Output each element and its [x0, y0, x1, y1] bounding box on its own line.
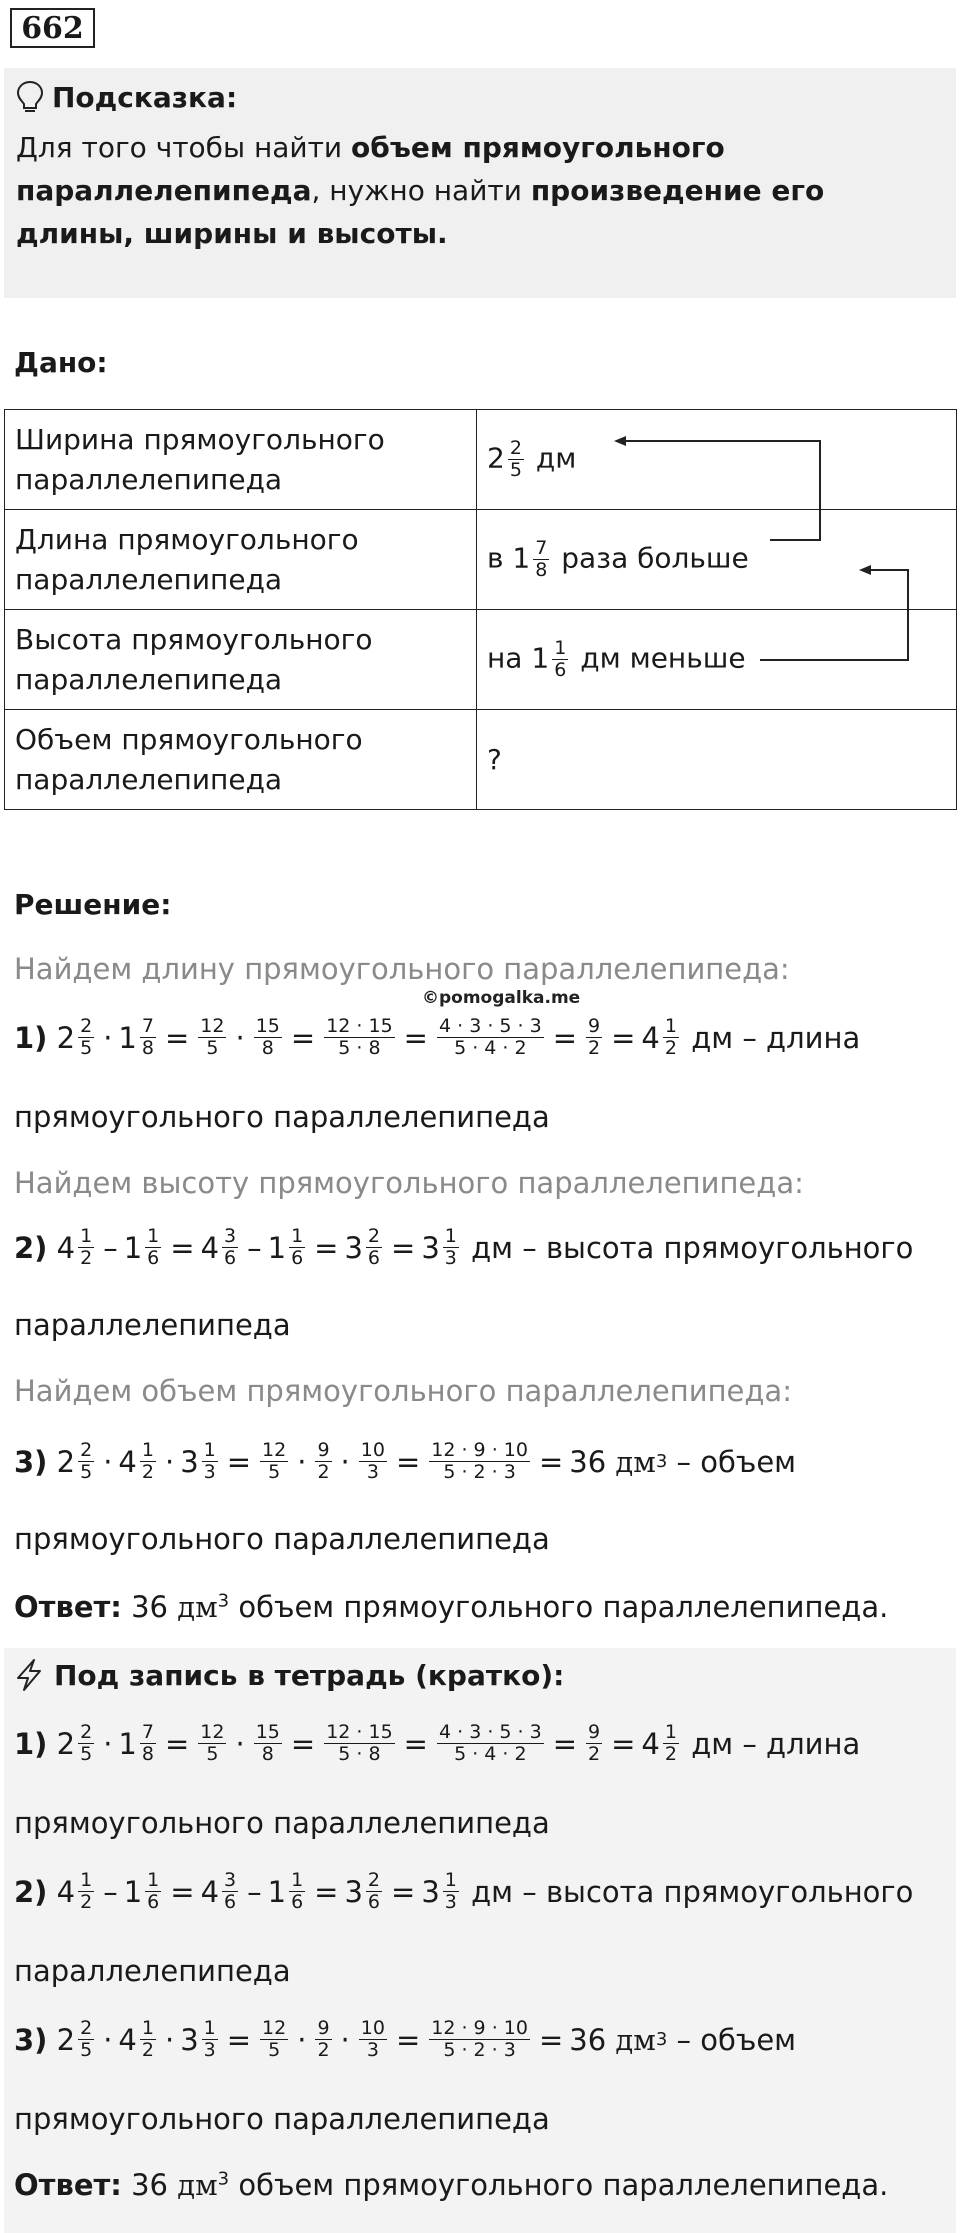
short-step2-equation: 2) 4 $\frac{1}{2}$ – 1 $\frac{1}{6}$ = 4 $\frac{3}{6}$ – 1 $\frac{1}{6}$ = 3 $\frac{2}{6}$ = 3 $\frac{1}{3}$ дм – высота прямоугольного: [14, 1869, 914, 1913]
whole: 1: [267, 1874, 287, 1909]
short-title: [14, 1658, 564, 1692]
whole: 3: [421, 1230, 440, 1265]
answer-label: Ответ:: [14, 2168, 122, 2202]
frac-num: 10: [360, 1439, 385, 1461]
answer-unit: дм: [177, 1590, 218, 1624]
frac-num: 9: [588, 1721, 601, 1743]
short-step2-cont: параллелепипеда: [14, 1954, 291, 1988]
frac-den: 2: [317, 2039, 330, 2061]
fraction: [663, 1016, 679, 1059]
whole: 4: [118, 2022, 137, 2057]
whole: 3: [421, 1874, 440, 1909]
frac-den: 2: [80, 1891, 93, 1913]
frac-den: 2: [141, 2039, 154, 2061]
frac-num: 12 · 15: [326, 1015, 393, 1037]
value-whole: 2: [487, 441, 505, 475]
fraction: [586, 1722, 602, 1765]
step1-cont: прямоугольного параллелепипеда: [14, 1100, 550, 1134]
fraction: [145, 1870, 161, 1913]
fraction: [140, 2018, 156, 2061]
step3-intro: Найдем объем прямоугольного параллелепипеда:: [14, 1374, 792, 1408]
frac-den: 3: [444, 1247, 457, 1269]
frac-num: 12: [262, 1439, 287, 1461]
frac-num: 12: [200, 1015, 225, 1037]
whole: 4: [641, 1726, 660, 1761]
frac-den: 6: [367, 1891, 381, 1913]
value-unit: дм меньше: [580, 641, 746, 675]
step-label: 3): [14, 1444, 48, 1479]
result: 36: [569, 1444, 607, 1479]
whole: 3: [344, 1874, 363, 1909]
fraction: [198, 1016, 226, 1059]
step2-intro: Найдем высоту прямоугольного параллелепипеда:: [14, 1166, 804, 1200]
step-tail: дм – высота прямоугольного: [471, 1230, 914, 1265]
fraction: [443, 1226, 459, 1269]
step-label: 2): [14, 1230, 48, 1265]
arrowhead: [614, 436, 626, 446]
step3-equation: 3) 2 $\frac{2}{5}$ · 4 $\frac{1}{2}$ · 3 $\frac{1}{3}$ = $\frac{12}{5}$ · $\frac{9}{2}$ · $\frac{10}{3}$ = $\frac{12 \cdot 9 \cdot 10}{5 \cdot 2 \cdot 3}$ = 36 дм 3 – объем: [14, 1439, 797, 1483]
frac-den: 5 · 2 · 3: [443, 2039, 516, 2061]
lightning-icon: [14, 1658, 44, 1692]
frac-num: 2: [367, 1225, 381, 1247]
frac-den: 2: [664, 1037, 677, 1059]
answer-text: объем прямоугольного параллелепипеда.: [238, 2168, 889, 2202]
frac-den: 8: [141, 1743, 154, 1765]
frac-den: 5: [268, 1461, 281, 1483]
row-label-length: Длина прямоугольного параллелепипеда: [5, 510, 477, 610]
value-whole: 1: [531, 641, 550, 675]
fraction: [366, 1226, 382, 1269]
fraction: [663, 1722, 679, 1765]
frac-den: 2: [317, 1461, 330, 1483]
frac-den: 5: [80, 2039, 93, 2061]
fraction: [324, 1016, 394, 1059]
answer-unit-exp: 3: [217, 2168, 230, 2190]
watermark: ©pomogalka.me: [422, 988, 581, 1008]
frac-num: 2: [509, 437, 522, 459]
unit: дм: [615, 2022, 656, 2057]
fraction: [552, 638, 568, 681]
solution-heading: Решение:: [14, 888, 172, 921]
step-label: 1): [14, 1726, 48, 1761]
frac-den: 6: [367, 1247, 381, 1269]
value-unit: дм: [535, 441, 577, 475]
fraction: [198, 1722, 226, 1765]
whole: 1: [118, 1726, 137, 1761]
short-title-text: Под запись в тетрадь (кратко):: [54, 1658, 565, 1692]
whole: 2: [56, 1444, 76, 1479]
fraction: [359, 2018, 387, 2061]
fraction: [429, 2018, 530, 2061]
answer-value: 36: [131, 2168, 169, 2202]
fraction: [260, 1440, 288, 1483]
fraction: [315, 1440, 331, 1483]
hint-title-text: Подсказка:: [52, 80, 238, 114]
short-step1-cont: прямоугольного параллелепипеда: [14, 1806, 550, 1840]
whole: 4: [56, 1874, 76, 1909]
frac-den: 2: [664, 1743, 677, 1765]
fraction: [586, 1016, 602, 1059]
frac-num: 12 · 9 · 10: [431, 1439, 528, 1461]
answer-text: объем прямоугольного параллелепипеда.: [238, 1590, 889, 1624]
short-step3-equation: 3) 2 $\frac{2}{5}$ · 4 $\frac{1}{2}$ · 3 $\frac{1}{3}$ = $\frac{12}{5}$ · $\frac{9}{2}$ · $\frac{10}{3}$ = $\frac{12 \cdot 9 \cdot 10}{5 \cdot 2 \cdot 3}$ = 36 дм 3 – объем: [14, 2017, 797, 2061]
row-label-width: Ширина прямоугольного параллелепипеда: [5, 410, 477, 510]
row-label-volume: Объем прямоугольного параллелепипеда: [5, 710, 477, 810]
frac-num: 1: [444, 1869, 457, 1891]
frac-num: 7: [141, 1015, 154, 1037]
frac-den: 5: [206, 1037, 219, 1059]
frac-den: 5: [80, 1743, 93, 1765]
fraction: [78, 1440, 94, 1483]
frac-den: 3: [366, 1461, 379, 1483]
step-tail: дм – длина: [691, 1020, 861, 1055]
whole: 4: [641, 1020, 660, 1055]
frac-den: 2: [141, 1461, 154, 1483]
short-note-box: [4, 1648, 956, 2233]
fraction: [315, 2018, 331, 2061]
fraction: [359, 1440, 387, 1483]
whole: 2: [56, 2022, 76, 2057]
frac-num: 1: [291, 1869, 304, 1891]
frac-num: 12: [200, 1721, 225, 1743]
whole: 4: [56, 1230, 76, 1265]
frac-num: 9: [588, 1015, 601, 1037]
fraction: [443, 1870, 459, 1913]
frac-num: 10: [360, 2017, 385, 2039]
fraction: [437, 1016, 544, 1059]
frac-num: 2: [80, 1015, 93, 1037]
step1-equation: 1) 2 $\frac{2}{5}$ · 1 $\frac{7}{8}$ = $\frac{12}{5}$ · $\frac{15}{8}$ = $\frac{12 \cdot 15}{5 \cdot 8}$ = $\frac{4 \cdot 3 \cdot 5 \cdot 3}{5 \cdot 4 \cdot 2}$ = $\frac{9}{2}$ = 4 $\frac{1}{2}$ дм – длина: [14, 1015, 861, 1059]
frac-den: 6: [291, 1247, 304, 1269]
frac-num: 1: [80, 1869, 93, 1891]
frac-num: 1: [80, 1225, 93, 1247]
whole: 3: [180, 2022, 199, 2057]
row-value-volume: ?: [477, 710, 957, 810]
given-heading: Дано:: [14, 346, 108, 379]
frac-num: 7: [141, 1721, 154, 1743]
step-label: 3): [14, 2022, 48, 2057]
problem-number: 662: [10, 8, 95, 48]
frac-num: 1: [203, 1439, 216, 1461]
step-tail: – объем: [676, 2022, 797, 2057]
frac-den: 6: [224, 1891, 237, 1913]
frac-num: 1: [664, 1721, 677, 1743]
fraction: [254, 1016, 282, 1059]
frac-num: 2: [367, 1869, 381, 1891]
frac-num: 1: [147, 1225, 160, 1247]
fraction: [78, 1226, 94, 1269]
frac-num: 1: [554, 637, 567, 659]
whole: 1: [118, 1020, 137, 1055]
frac-den: 5: [268, 2039, 281, 2061]
frac-den: 8: [535, 559, 548, 581]
fraction: [78, 1016, 94, 1059]
row-label-height: Высота прямоугольного параллелепипеда: [5, 610, 477, 710]
value-whole: 1: [512, 541, 531, 575]
fraction: [260, 2018, 288, 2061]
frac-num: 1: [664, 1015, 677, 1037]
frac-num: 9: [317, 1439, 330, 1461]
fraction: [145, 1226, 161, 1269]
whole: 3: [180, 1444, 199, 1479]
fraction: [78, 1870, 94, 1913]
hint-title: [16, 80, 237, 114]
whole: 1: [267, 1230, 287, 1265]
answer-unit-exp: 3: [217, 1590, 230, 1612]
step-label: 1): [14, 1020, 48, 1055]
frac-den: 5 · 8: [338, 1037, 381, 1059]
frac-num: 9: [317, 2017, 330, 2039]
frac-den: 3: [444, 1891, 457, 1913]
fraction: [140, 1722, 156, 1765]
fraction: [429, 1440, 530, 1483]
arrow-height-to-length: [760, 570, 908, 660]
frac-den: 3: [203, 2039, 216, 2061]
short-step1-equation: 1) 2 $\frac{2}{5}$ · 1 $\frac{7}{8}$ = $\frac{12}{5}$ · $\frac{15}{8}$ = $\frac{12 \cdot 15}{5 \cdot 8}$ = $\frac{4 \cdot 3 \cdot 5 \cdot 3}{5 \cdot 4 \cdot 2}$ = $\frac{9}{2}$ = 4 $\frac{1}{2}$ дм – длина: [14, 1721, 861, 1765]
frac-den: 2: [80, 1247, 93, 1269]
step3-cont: прямоугольного параллелепипеда: [14, 1522, 550, 1556]
fraction: [222, 1226, 238, 1269]
frac-num: 1: [141, 1439, 154, 1461]
frac-den: 5: [80, 1037, 93, 1059]
fraction: [366, 1870, 382, 1913]
lightbulb-icon: [16, 80, 44, 114]
frac-den: 6: [224, 1247, 237, 1269]
fraction: [202, 2018, 218, 2061]
fraction: [222, 1870, 238, 1913]
arrowhead: [859, 565, 871, 575]
whole: 4: [200, 1874, 220, 1909]
table-row: [5, 710, 957, 810]
whole: 2: [56, 1726, 76, 1761]
frac-num: 1: [291, 1225, 304, 1247]
result: 36: [569, 2022, 607, 2057]
fraction: [437, 1722, 544, 1765]
frac-num: 12 · 9 · 10: [431, 2017, 528, 2039]
unit-exp: 3: [655, 1451, 668, 1472]
frac-num: 1: [444, 1225, 457, 1247]
value-prefix: в: [487, 541, 504, 575]
hint-bold-1: объем прямоугольного параллелепипеда: [16, 131, 725, 207]
step-tail: – объем: [676, 1444, 797, 1479]
hint-text-1: Для того чтобы найти: [16, 131, 352, 164]
fraction: [289, 1226, 305, 1269]
answer-line: [14, 1590, 888, 1624]
frac-num: 15: [255, 1015, 280, 1037]
value-prefix: на: [487, 641, 523, 675]
frac-num: 4 · 3 · 5 · 3: [438, 1721, 542, 1743]
frac-num: 4 · 3 · 5 · 3: [438, 1015, 542, 1037]
step2-equation: 2) 4 $\frac{1}{2}$ – 1 $\frac{1}{6}$ = 4 $\frac{3}{6}$ – 1 $\frac{1}{6}$ = 3 $\frac{2}{6}$ = 3 $\frac{1}{3}$ дм – высота прямоугольного: [14, 1225, 914, 1269]
frac-num: 3: [224, 1869, 237, 1891]
frac-den: 8: [141, 1037, 154, 1059]
arrow-length-to-width: [620, 441, 820, 540]
fraction: [202, 1440, 218, 1483]
step-label: 2): [14, 1874, 48, 1909]
frac-den: 5 · 2 · 3: [443, 1461, 516, 1483]
whole: 2: [56, 1020, 76, 1055]
frac-den: 3: [203, 1461, 216, 1483]
frac-den: 8: [261, 1743, 274, 1765]
frac-den: 6: [554, 659, 567, 681]
unit: дм: [615, 1444, 656, 1479]
frac-num: 7: [535, 537, 548, 559]
fraction: [533, 538, 549, 581]
frac-num: 3: [224, 1225, 237, 1247]
fraction: [78, 2018, 94, 2061]
step-tail: дм – высота прямоугольного: [471, 1874, 914, 1909]
whole: 1: [123, 1230, 143, 1265]
frac-den: 6: [147, 1891, 160, 1913]
frac-num: 1: [141, 2017, 154, 2039]
frac-num: 1: [203, 2017, 216, 2039]
frac-num: 12 · 15: [326, 1721, 393, 1743]
frac-num: 12: [262, 2017, 287, 2039]
whole: 4: [118, 1444, 137, 1479]
fraction: [78, 1722, 94, 1765]
relation-arrow-2: [755, 560, 915, 670]
fraction: [289, 1870, 305, 1913]
fraction: [254, 1722, 282, 1765]
fraction: [508, 438, 524, 481]
frac-num: 1: [147, 1869, 160, 1891]
frac-den: 2: [588, 1743, 601, 1765]
fraction: [140, 1440, 156, 1483]
answer-value: 36: [131, 1590, 169, 1624]
answer-unit: дм: [177, 2168, 218, 2202]
short-step3-cont: прямоугольного параллелепипеда: [14, 2102, 550, 2136]
answer-label: Ответ:: [14, 1590, 122, 1624]
frac-den: 5: [80, 1461, 93, 1483]
hint-box: [4, 68, 956, 298]
step-tail: дм – длина: [691, 1726, 861, 1761]
frac-den: 6: [291, 1891, 304, 1913]
frac-den: 8: [261, 1037, 274, 1059]
frac-num: 15: [255, 1721, 280, 1743]
frac-den: 2: [588, 1037, 601, 1059]
frac-den: 5: [206, 1743, 219, 1765]
frac-den: 5 · 4 · 2: [454, 1037, 527, 1059]
frac-num: 2: [80, 1721, 93, 1743]
fraction: [324, 1722, 394, 1765]
whole: 4: [200, 1230, 220, 1265]
step2-cont: параллелепипеда: [14, 1308, 291, 1342]
frac-num: 2: [80, 1439, 93, 1461]
frac-num: 2: [80, 2017, 93, 2039]
frac-den: 3: [366, 2039, 379, 2061]
whole: 1: [123, 1874, 143, 1909]
short-answer-line: [14, 2168, 888, 2202]
hint-bold-2: произведение его длины, ширины и высоты.: [16, 174, 825, 250]
frac-den: 6: [147, 1247, 160, 1269]
frac-den: 5 · 4 · 2: [454, 1743, 527, 1765]
hint-text-2: , нужно найти: [311, 174, 531, 207]
frac-den: 5: [509, 459, 522, 481]
fraction: [140, 1016, 156, 1059]
whole: 3: [344, 1230, 363, 1265]
hint-body: [16, 126, 941, 255]
unit-exp: 3: [655, 2029, 668, 2050]
step1-intro: Найдем длину прямоугольного параллелепипеда:: [14, 952, 790, 986]
frac-den: 5 · 8: [338, 1743, 381, 1765]
value-unit: раза больше: [561, 541, 749, 575]
